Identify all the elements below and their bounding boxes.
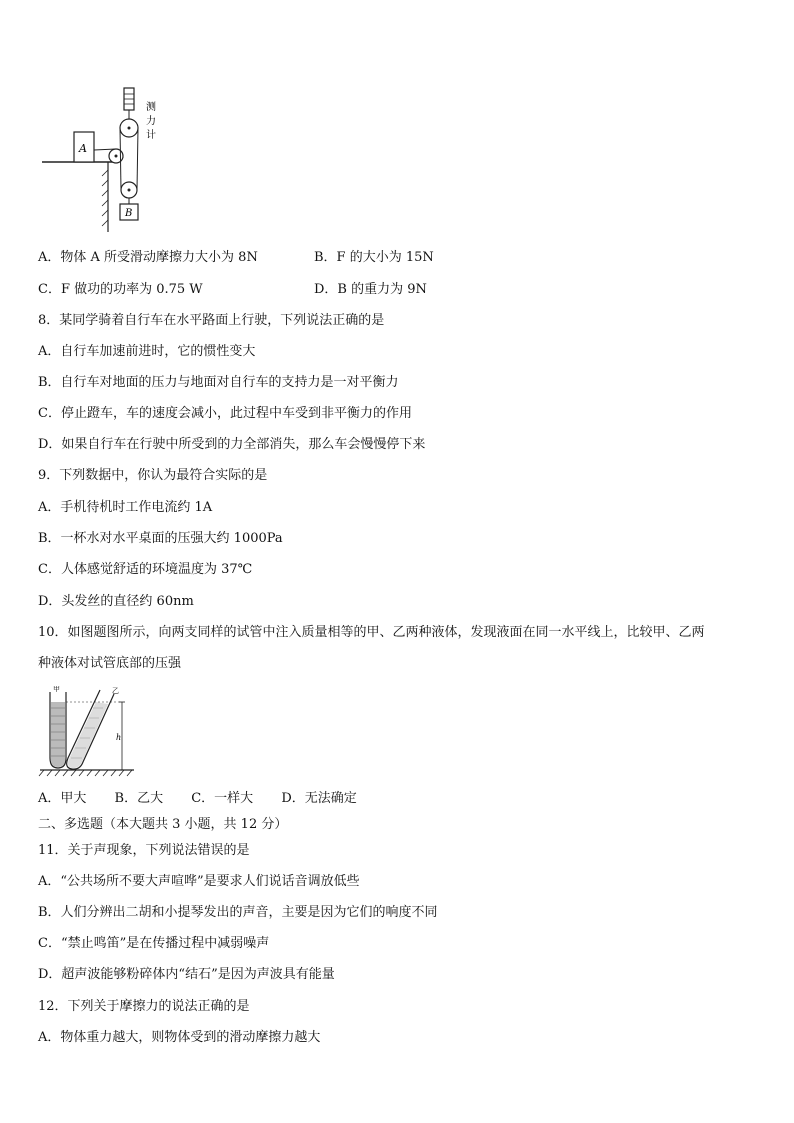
block-a-label: A [79,142,87,155]
q9-option-d: D．头发丝的直径约 60nm [38,594,194,609]
block-b-label: B [125,208,133,219]
meter-label-3: 计 [146,130,156,141]
pulley-figure [38,86,178,234]
q10-option-a: A．甲大 [38,791,87,806]
q7-option-b: B．F 的大小为 15N [314,250,434,265]
q9-option-a: A．手机待机时工作电流约 1A [38,500,213,515]
q7-option-c: C．F 做功的功率为 0.75 W [38,282,203,297]
meter-label-2: 力 [146,116,156,127]
height-h-label: h [116,733,122,742]
q7-option-a: A．物体 A 所受滑动摩擦力大小为 8N [38,250,258,265]
q8-option-c: C．停止蹬车，车的速度会减小，此过程中车受到非平衡力的作用 [38,406,412,421]
q9-option-b: B．一杯水对水平桌面的压强大约 1000Pa [38,531,283,546]
q11-option-b: B．人们分辨出二胡和小提琴发出的声音，主要是因为它们的响度不同 [38,905,438,920]
q8-option-b: B．自行车对地面的压力与地面对自行车的支持力是一对平衡力 [38,375,399,390]
q10-stem-line-1: 10．如图题图所示，向两支同样的试管中注入质量相等的甲、乙两种液体，发现液面在同一水平线上，比较甲、乙两 [38,625,705,640]
q12-option-a: A．物体重力越大，则物体受到的滑动摩擦力越大 [38,1030,321,1045]
q11-option-d: D．超声波能够粉碎体内“结石”是因为声波具有能量 [38,967,335,982]
q7-option-d: D．B 的重力为 9N [314,282,427,297]
q8-option-a: A．自行车加速前进时，它的惯性变大 [38,344,256,359]
q11-option-a: A．“公共场所不要大声喧哗”是要求人们说话音调放低些 [38,874,360,889]
q9-option-c: C．人体感觉舒适的环境温度为 37℃ [38,562,253,577]
q10-option-d: D．无法确定 [281,791,357,806]
q10-options [38,791,381,807]
meter-label-1: 测 [146,102,156,113]
q8-stem: 8．某同学骑着自行车在水平路面上行驶，下列说法正确的是 [38,313,385,328]
q10-option-b: B．乙大 [114,791,164,806]
q11-option-c: C．“禁止鸣笛”是在传播过程中减弱噪声 [38,936,270,951]
q11-stem: 11．关于声现象，下列说法错误的是 [38,843,250,858]
q9-stem: 9．下列数据中，你认为最符合实际的是 [38,468,268,483]
section-2-heading: 二、多选题（本大题共 3 小题，共 12 分） [38,817,288,832]
q8-option-d: D．如果自行车在行驶中所受到的力全部消失，那么车会慢慢停下来 [38,437,426,452]
tube-yi-label: 乙 [112,687,119,695]
q10-option-c: C．一样大 [191,791,254,806]
test-tube-figure [38,686,138,778]
q12-stem: 12．下列关于摩擦力的说法正确的是 [38,999,250,1014]
tube-jia-label: 甲 [53,686,60,693]
q10-stem-line-2: 种液体对试管底部的压强 [38,656,182,671]
